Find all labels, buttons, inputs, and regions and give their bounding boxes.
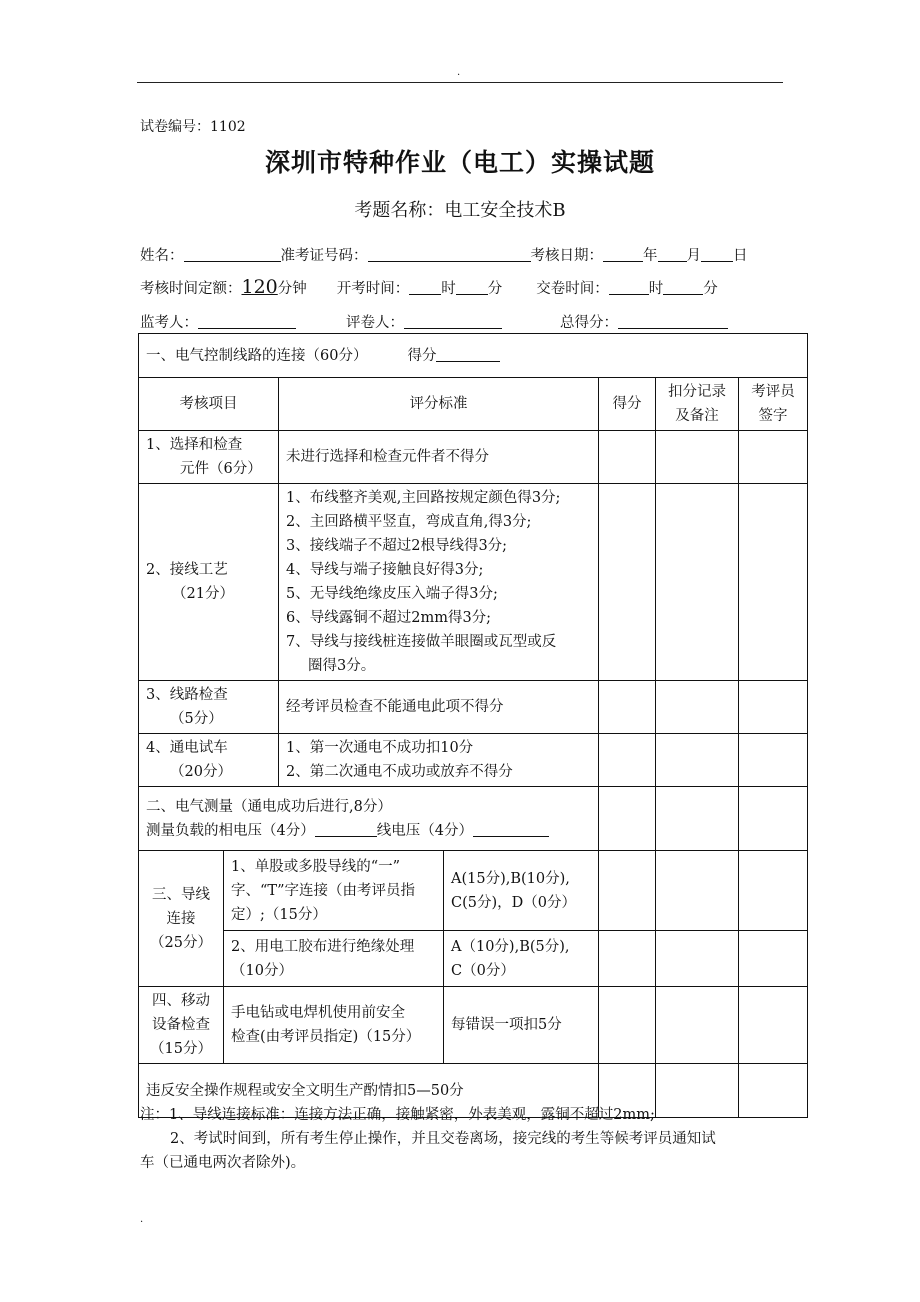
section3-row (139, 931, 808, 987)
standard-cell (279, 681, 599, 734)
section2-measure-line (146, 819, 591, 843)
desc-line: 字、“T”字连接（由考评员指 (231, 882, 415, 899)
header-standard: 评分标准 (279, 378, 599, 431)
note-line: 注：1、导线连接标准：连接方法正确，接触紧密，外表美观，露铜不超过2mm; (140, 1107, 655, 1123)
header-signature (739, 378, 808, 431)
standard-line: 1、第一次通电不成功扣10分 (286, 740, 474, 756)
submit-minute-blank[interactable] (663, 280, 703, 295)
header-score: 得分 (599, 378, 656, 431)
phase-voltage-blank[interactable] (315, 822, 377, 837)
header-deduction-line: 扣分记录 (668, 384, 726, 400)
standard-line: 6、导线露铜不超过2mm得3分; (286, 610, 492, 626)
section2-title: 二、电气测量（通电成功后进行,8分） (146, 798, 392, 815)
table-row (139, 681, 808, 734)
section1-title: 一、电气控制线路的连接（60分） (146, 347, 368, 364)
desc-line: 1、单股或多股导线的“一” (231, 858, 401, 875)
section4-item-line: 四、移动 (152, 993, 210, 1009)
item-cell (139, 484, 279, 681)
item-cell (139, 734, 279, 787)
submit-hour-label: 时 (648, 281, 664, 297)
standard-line: 7、导线与接线桩连接做羊眼圈或瓦型或反 (286, 634, 557, 650)
name-label: 姓名： (140, 248, 184, 264)
month-label: 月 (686, 248, 701, 264)
page-title: 深圳市特种作业（电工）实操试题 (264, 148, 655, 177)
standard-cell (279, 734, 599, 787)
desc-line: 手电钻或电焊机使用前安全 (231, 1005, 405, 1021)
deduction-cell[interactable] (656, 681, 739, 734)
score-cell[interactable] (599, 987, 656, 1064)
date-label: 考核日期： (530, 248, 603, 264)
info-line-3 (140, 311, 728, 332)
item-line: 3、线路检查 (146, 687, 228, 703)
year-label: 年 (643, 248, 658, 264)
score-cell[interactable] (599, 931, 656, 987)
item-line: （20分） (170, 764, 232, 780)
score-cell[interactable] (599, 484, 656, 681)
standard-line: 圈得3分。 (308, 658, 376, 674)
exam-number: 试卷编号：1102 (140, 119, 246, 135)
standard-cell (279, 431, 599, 484)
standard-cell (279, 484, 599, 681)
note-line: 2、考试时间到，所有考生停止操作，并且交卷离场，接完线的考生等候考评员通知试 (170, 1131, 716, 1147)
table-row (139, 484, 808, 681)
header-dot: . (457, 67, 461, 78)
section2-cell (139, 787, 599, 851)
desc-line: （10分） (231, 962, 293, 979)
standard-line: 5、无导线绝缘皮压入端子得3分; (286, 586, 498, 602)
section2-row (139, 787, 808, 851)
column-header-row (139, 378, 808, 431)
month-blank[interactable] (658, 247, 687, 262)
item-line: 元件（6分） (180, 461, 262, 477)
admission-blank[interactable] (368, 247, 531, 262)
day-label: 日 (733, 248, 748, 264)
deduction-cell[interactable] (656, 787, 739, 851)
info-line-1 (140, 244, 748, 265)
table-row (139, 734, 808, 787)
deduction-cell[interactable] (656, 851, 739, 931)
score-cell[interactable] (599, 787, 656, 851)
section3-item-line: 连接 (166, 910, 196, 927)
section4-item-cell (139, 987, 224, 1064)
grader-blank[interactable] (404, 314, 502, 329)
section3-sub2-grade (444, 931, 599, 987)
section3-item-line: （25分） (150, 934, 212, 951)
desc-line: 定）;（15分） (231, 906, 327, 923)
submit-minute-label: 分 (703, 281, 718, 297)
signature-cell[interactable] (739, 734, 808, 787)
scoring-table (138, 333, 808, 1118)
section3-sub2-desc (224, 931, 444, 987)
score-cell[interactable] (599, 851, 656, 931)
admission-label: 准考证号码： (280, 248, 368, 264)
day-blank[interactable] (701, 247, 733, 262)
notes (140, 1103, 800, 1175)
signature-cell[interactable] (739, 681, 808, 734)
standard-line: 未进行选择和检查元件者不得分 (286, 449, 489, 465)
grade-line: A（10分),B(5分), (451, 938, 570, 955)
name-blank[interactable] (184, 247, 281, 262)
grade-line: C（0分） (451, 962, 515, 979)
submit-label: 交卷时间： (536, 281, 609, 297)
section4-row (139, 987, 808, 1064)
standard-line: 1、布线整齐美观,主回路按规定颜色得3分; (286, 490, 561, 506)
deduction-cell[interactable] (656, 431, 739, 484)
signature-cell[interactable] (739, 851, 808, 931)
grade-line: A(15分),B(10分), (451, 870, 570, 887)
item-line: （21分） (172, 586, 234, 602)
start-minute-blank[interactable] (456, 280, 488, 295)
note-line: 车（已通电两次者除外)。 (140, 1155, 306, 1171)
deduction-cell[interactable] (656, 484, 739, 681)
section3-item-cell (139, 851, 224, 987)
standard-line: 2、第二次通电不成功或放弃不得分 (286, 764, 513, 780)
section1-header-row (139, 334, 808, 378)
item-cell (139, 431, 279, 484)
header-deduction (656, 378, 739, 431)
score-cell[interactable] (599, 681, 656, 734)
section3-row (139, 851, 808, 931)
section4-grade: 每错误一项扣5分 (444, 987, 599, 1064)
deduction-cell[interactable] (656, 987, 739, 1064)
deduction-cell[interactable] (656, 931, 739, 987)
signature-cell[interactable] (739, 484, 808, 681)
deduction-cell[interactable] (656, 734, 739, 787)
header-signature-line: 考评员 (751, 384, 795, 400)
signature-cell[interactable] (739, 931, 808, 987)
submit-hour-blank[interactable] (609, 280, 649, 295)
proctor-blank[interactable] (198, 314, 296, 329)
section3-item-line: 三、导线 (152, 886, 210, 903)
section3-sub1-desc (224, 851, 444, 931)
desc-line: 检查(由考评员指定)（15分） (231, 1029, 421, 1045)
item-line: 1、选择和检查 (146, 437, 243, 453)
line-voltage-blank[interactable] (473, 822, 549, 837)
signature-cell[interactable] (739, 431, 808, 484)
total-blank[interactable] (618, 314, 728, 329)
start-minute-label: 分 (487, 281, 503, 297)
standard-line: 2、主回路横平竖直，弯成直角,得3分; (286, 514, 532, 530)
header-item: 考核项目 (139, 378, 279, 431)
footer-dot: . (140, 1214, 144, 1225)
line-voltage-label: 线电压（4分） (376, 822, 473, 839)
header-rule (137, 82, 783, 83)
item-cell (139, 681, 279, 734)
standard-line: 4、导线与端子接触良好得3分; (286, 562, 484, 578)
header-deduction-line: 及备注 (675, 408, 719, 424)
section4-item-line: （15分） (150, 1041, 212, 1057)
duration-value: 120 (241, 276, 278, 298)
table-row (139, 431, 808, 484)
desc-line: 2、用电工胶布进行绝缘处理 (231, 938, 415, 955)
item-line: 4、通电试车 (146, 740, 228, 756)
violation-cell: 违反安全操作规程或安全文明生产酌情扣5—50分 (139, 1064, 599, 1118)
duration-label: 考核时间定额： (140, 281, 242, 297)
start-label: 开考时间： (336, 281, 410, 297)
section1-score-blank[interactable] (436, 347, 500, 362)
year-blank[interactable] (603, 247, 643, 262)
section3-sub1-grade (444, 851, 599, 931)
exam-subtitle: 考题名称：电工安全技术B (354, 200, 566, 221)
header-signature-line: 签字 (758, 408, 788, 424)
section4-desc (224, 987, 444, 1064)
grader-label: 评卷人： (346, 315, 404, 331)
item-line: （5分） (170, 711, 223, 727)
signature-cell[interactable] (739, 787, 808, 851)
standard-line: 3、接线端子不超过2根导线得3分; (286, 538, 508, 554)
phase-voltage-label: 测量负载的相电压（4分） (146, 822, 315, 839)
total-label: 总得分： (560, 315, 618, 331)
item-line: 2、接线工艺 (146, 562, 228, 578)
duration-unit: 分钟 (277, 281, 307, 297)
score-cell[interactable] (599, 734, 656, 787)
start-hour-label: 时 (441, 281, 456, 297)
start-hour-blank[interactable] (409, 280, 441, 295)
section1-title-cell (139, 334, 808, 378)
signature-cell[interactable] (739, 987, 808, 1064)
proctor-label: 监考人： (140, 315, 198, 331)
grade-line: C(5分)，D（0分） (451, 894, 576, 911)
score-cell[interactable] (599, 431, 656, 484)
section1-score-label: 得分 (407, 347, 437, 364)
section4-item-line: 设备检查 (152, 1017, 210, 1033)
standard-line: 经考评员检查不能通电此项不得分 (286, 699, 504, 715)
info-line-2 (140, 276, 718, 298)
